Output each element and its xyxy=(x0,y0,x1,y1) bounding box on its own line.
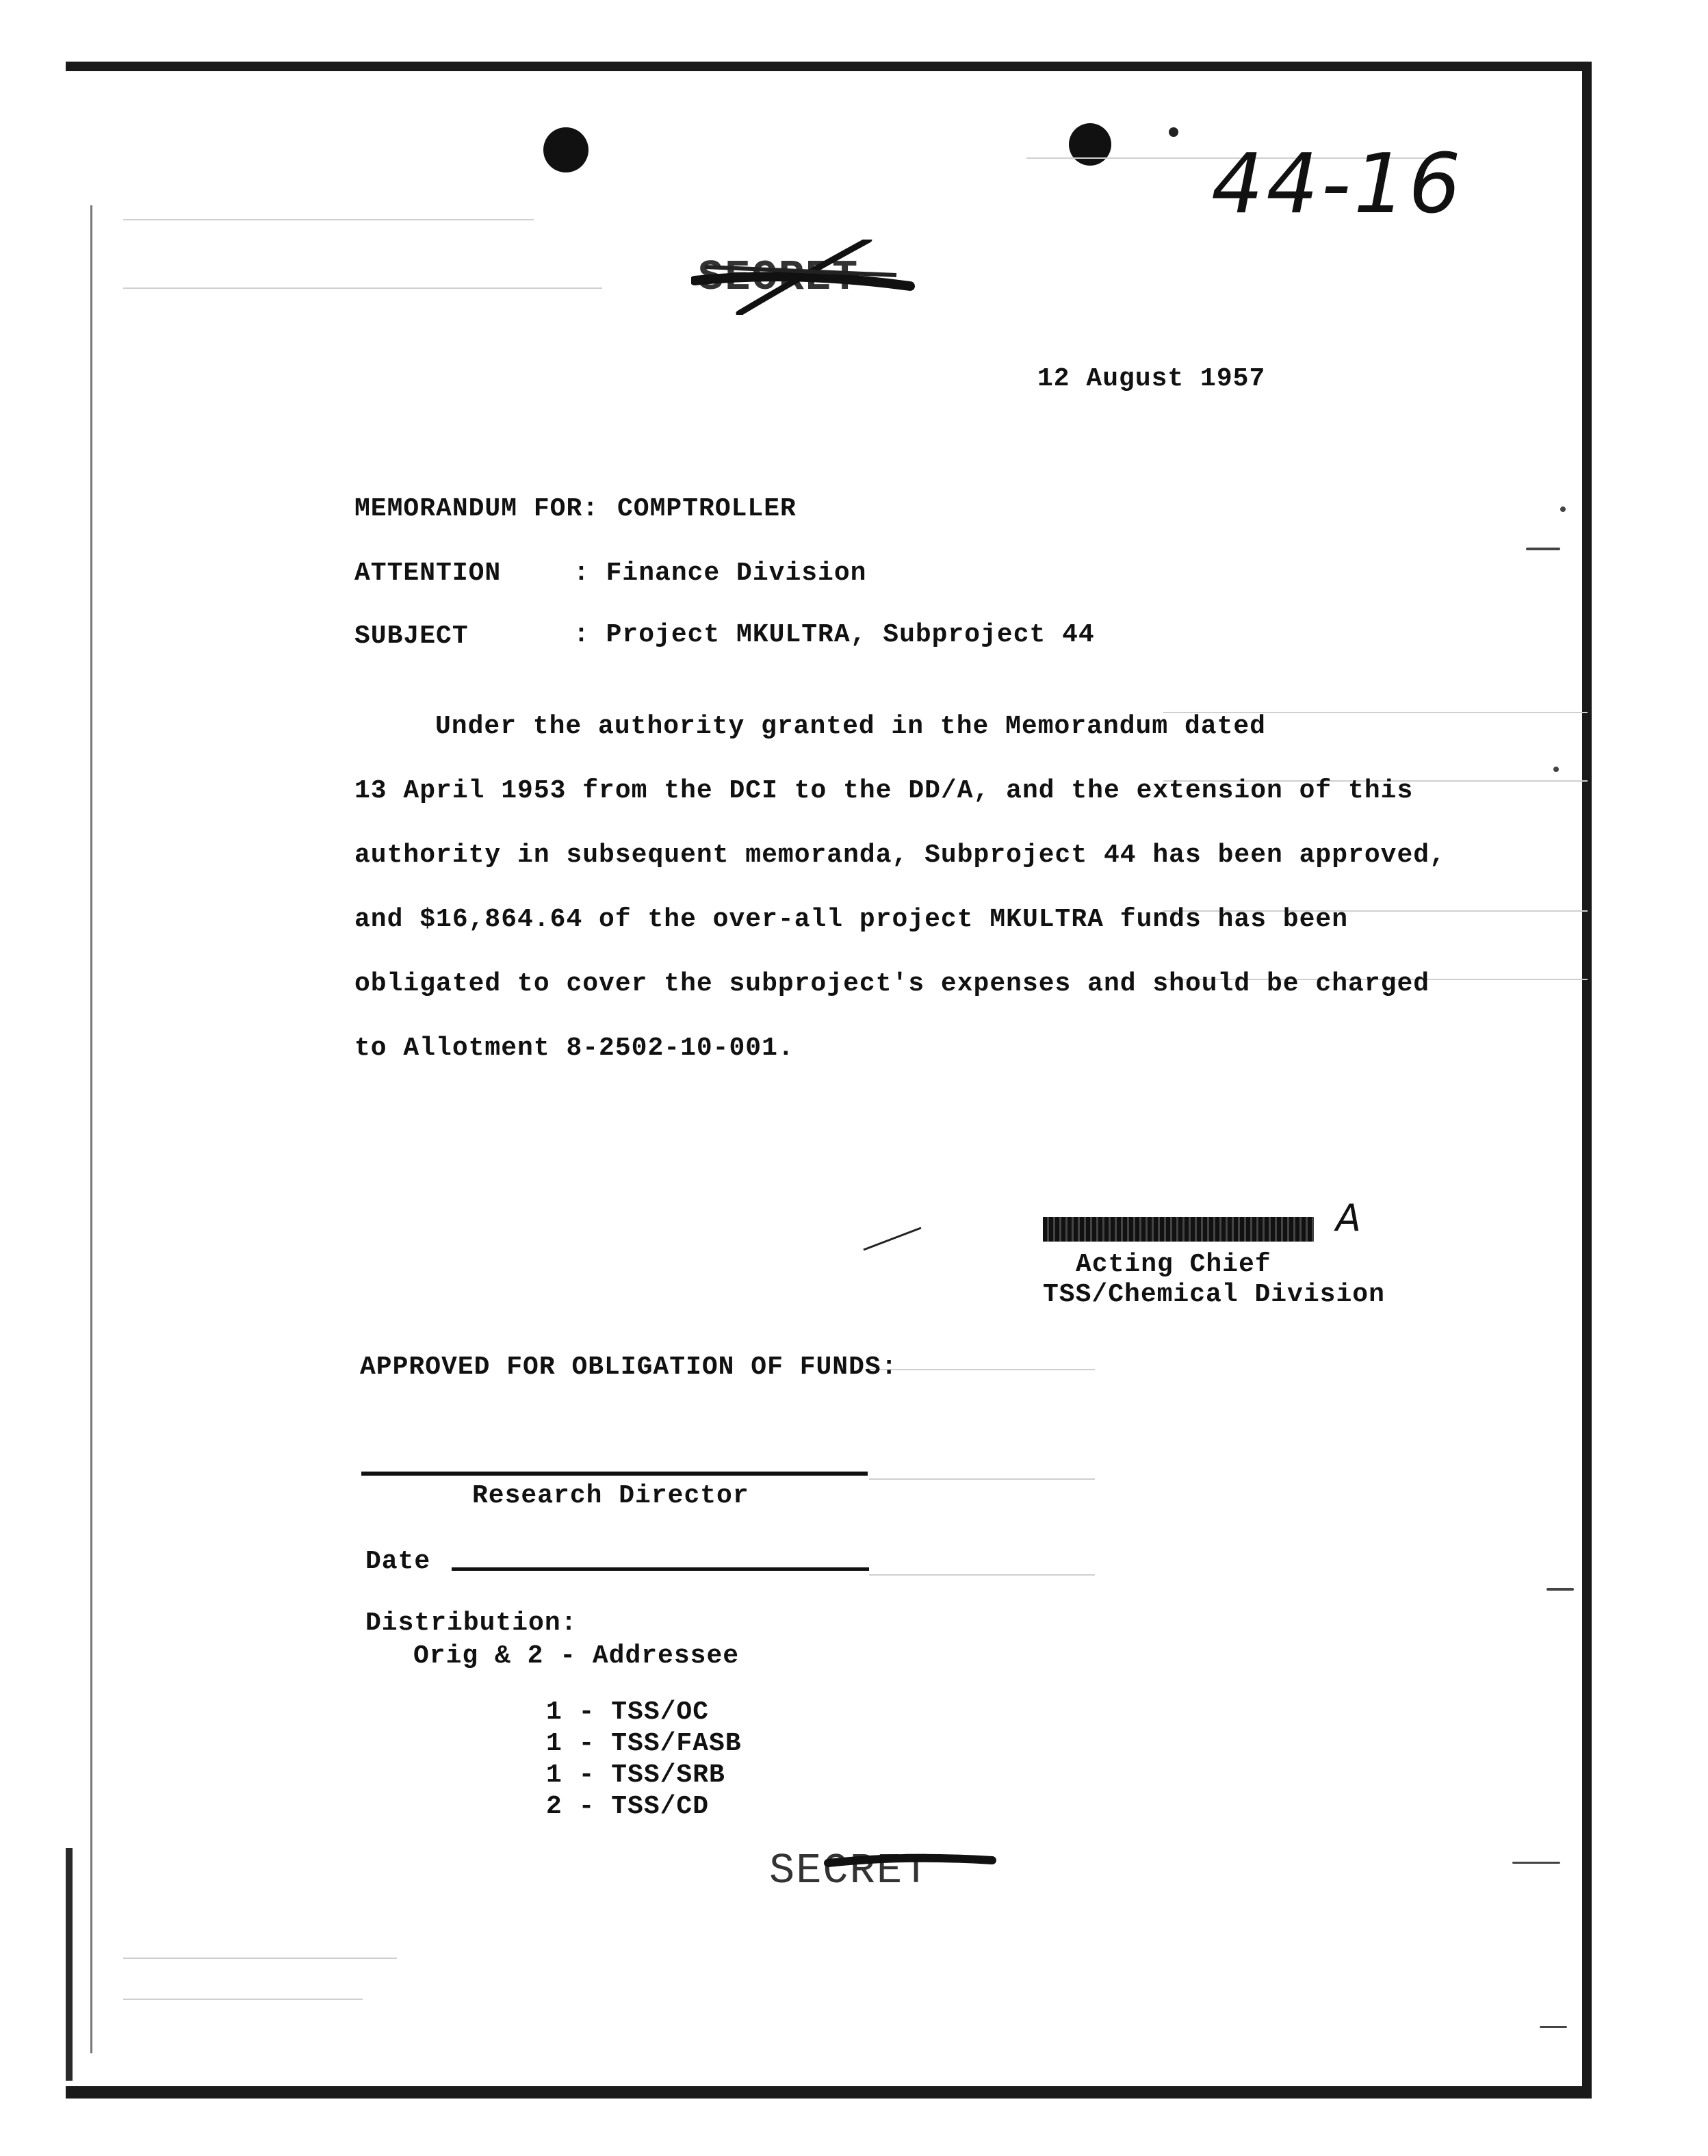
distribution-item: 1 - TSS/OC xyxy=(546,1697,710,1727)
signature-title-2: TSS/Chemical Division xyxy=(1043,1280,1385,1309)
attention-label: ATTENTION xyxy=(354,559,502,588)
body-line: 13 April 1953 from the DCI to the DD/A, and the extension of this xyxy=(354,776,1414,806)
body-line: authority in subsequent memoranda, Subproject 44 has been approved, xyxy=(354,840,1446,870)
classification-top: SECRET xyxy=(691,240,917,315)
scan-line xyxy=(123,287,602,289)
date-line xyxy=(452,1567,869,1571)
scan-line xyxy=(123,1999,363,2000)
distribution-item: 1 - TSS/FASB xyxy=(546,1729,742,1758)
signature-title-1: Acting Chief xyxy=(1076,1250,1271,1279)
signature-redaction xyxy=(1043,1217,1314,1242)
speck xyxy=(1512,1862,1560,1864)
speck xyxy=(1553,767,1559,772)
distribution-heading: Distribution: xyxy=(365,1608,578,1638)
memo-for-label: MEMORANDUM FOR: xyxy=(354,494,599,524)
dot-mark xyxy=(1169,127,1178,137)
distribution-item: 1 - TSS/SRB xyxy=(546,1760,725,1790)
speck xyxy=(1547,1588,1574,1591)
memo-for-value: COMPTROLLER xyxy=(617,494,797,524)
scan-line xyxy=(869,1478,1095,1480)
date-label: Date xyxy=(365,1547,431,1576)
top-border xyxy=(66,62,1592,71)
scan-line xyxy=(869,1574,1095,1576)
right-border xyxy=(1582,62,1592,2099)
body-line: and $16,864.64 of the over-all project MKULTRA funds has been xyxy=(354,905,1349,934)
signature-line xyxy=(361,1472,868,1476)
body-line: Under the authority granted in the Memorandum dated xyxy=(435,712,1266,741)
attention-value: : Finance Division xyxy=(573,559,867,588)
handwritten-number: 44-16 xyxy=(1211,137,1464,232)
bottom-border xyxy=(66,2086,1592,2099)
punch-hole-right xyxy=(1069,123,1111,166)
subject-value: : Project MKULTRA, Subproject 44 xyxy=(573,620,1095,650)
speck xyxy=(1540,2026,1567,2028)
classification-bottom: SECRET xyxy=(766,1840,999,1901)
distribution-first: Orig & 2 - Addressee xyxy=(413,1641,740,1671)
speck xyxy=(1560,506,1566,512)
subject-label: SUBJECT xyxy=(354,621,469,651)
approval-heading: APPROVED FOR OBLIGATION OF FUNDS: xyxy=(360,1352,898,1382)
memo-date: 12 August 1957 xyxy=(1037,364,1266,394)
body-line: obligated to cover the subproject's expenses and should be charged xyxy=(354,969,1430,999)
punch-hole-left xyxy=(543,127,588,172)
left-edge-line xyxy=(90,205,92,2053)
approval-signer: Research Director xyxy=(472,1481,749,1511)
strike-mark-icon xyxy=(691,240,917,315)
speck xyxy=(1526,548,1560,550)
distribution-item: 2 - TSS/CD xyxy=(546,1792,710,1821)
signature-initial: A xyxy=(1336,1196,1361,1240)
left-dark-strip xyxy=(66,1848,73,2081)
scan-line xyxy=(123,1958,397,1959)
strike-mark-icon xyxy=(766,1840,999,1901)
body-line: to Allotment 8-2502-10-001. xyxy=(354,1034,794,1063)
scan-line xyxy=(869,1369,1095,1370)
scan-line xyxy=(123,219,534,220)
pen-stroke-icon xyxy=(862,1225,924,1253)
